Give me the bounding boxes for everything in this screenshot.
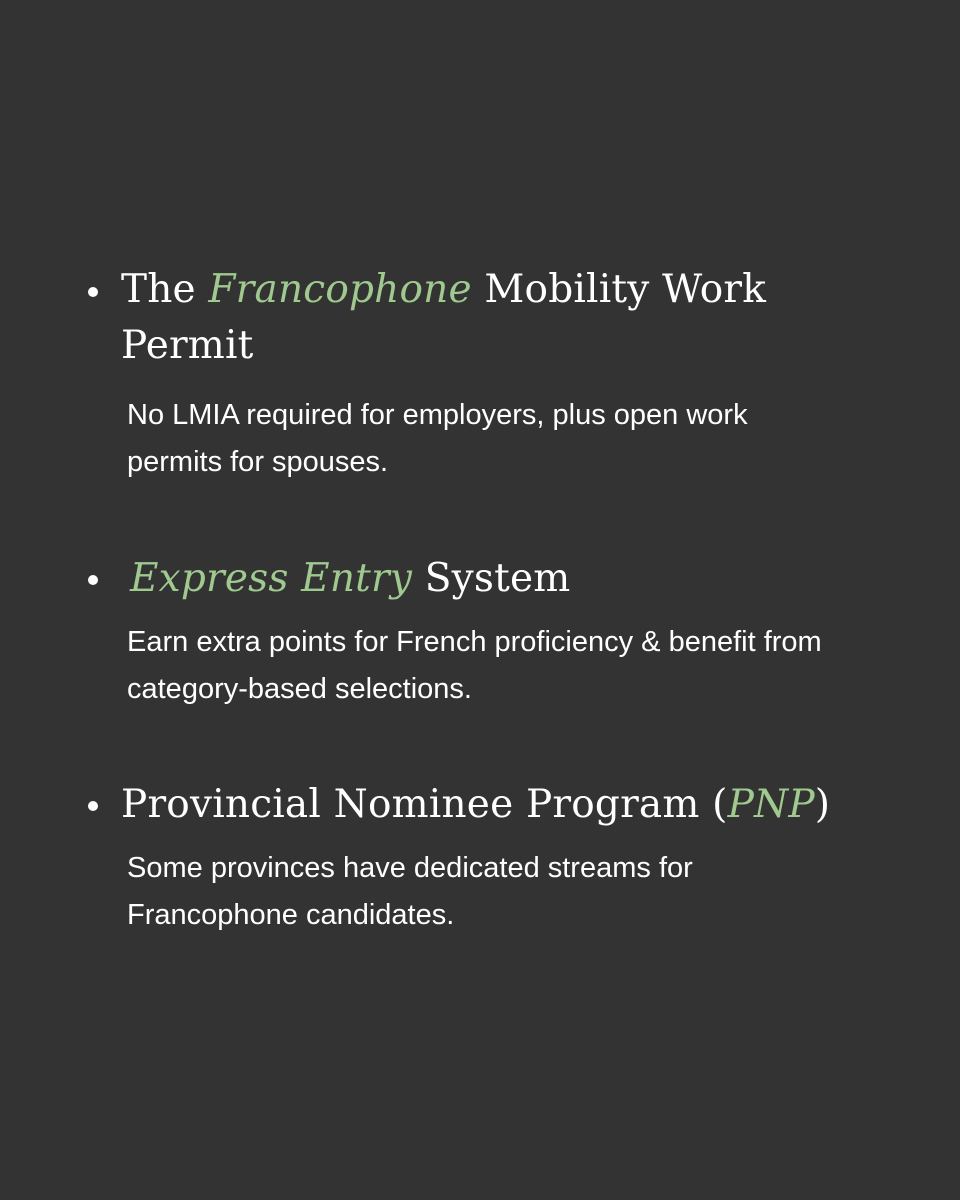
description-line: No LMIA required for employers, plus open work	[127, 399, 748, 431]
description-line: permits for spouses.	[127, 446, 389, 478]
item-description	[127, 845, 693, 939]
description-line: Earn extra points for French proficiency & benefit from	[127, 626, 822, 658]
bullet-icon	[88, 801, 98, 811]
description-line: Francophone candidates.	[127, 899, 455, 931]
heading-text: Mobility Work	[471, 267, 767, 312]
heading-emphasis: PNP	[727, 782, 815, 827]
heading-text: The	[121, 267, 209, 312]
heading-text: Provincial Nominee Program (	[121, 782, 728, 827]
heading-text: Permit	[121, 323, 254, 368]
item-heading	[121, 262, 766, 374]
item-description	[127, 619, 822, 713]
heading-emphasis: Francophone	[208, 267, 472, 312]
bullet-icon	[88, 287, 98, 297]
description-line: category-based selections.	[127, 673, 472, 705]
description-line: Some provinces have dedicated streams for	[127, 852, 693, 884]
item-heading	[130, 551, 570, 607]
heading-text: )	[814, 782, 831, 827]
bullet-icon	[88, 575, 98, 585]
item-heading	[121, 777, 830, 833]
heading-emphasis: Express Entry	[130, 556, 413, 601]
heading-text: System	[412, 556, 571, 601]
item-description	[127, 392, 748, 486]
